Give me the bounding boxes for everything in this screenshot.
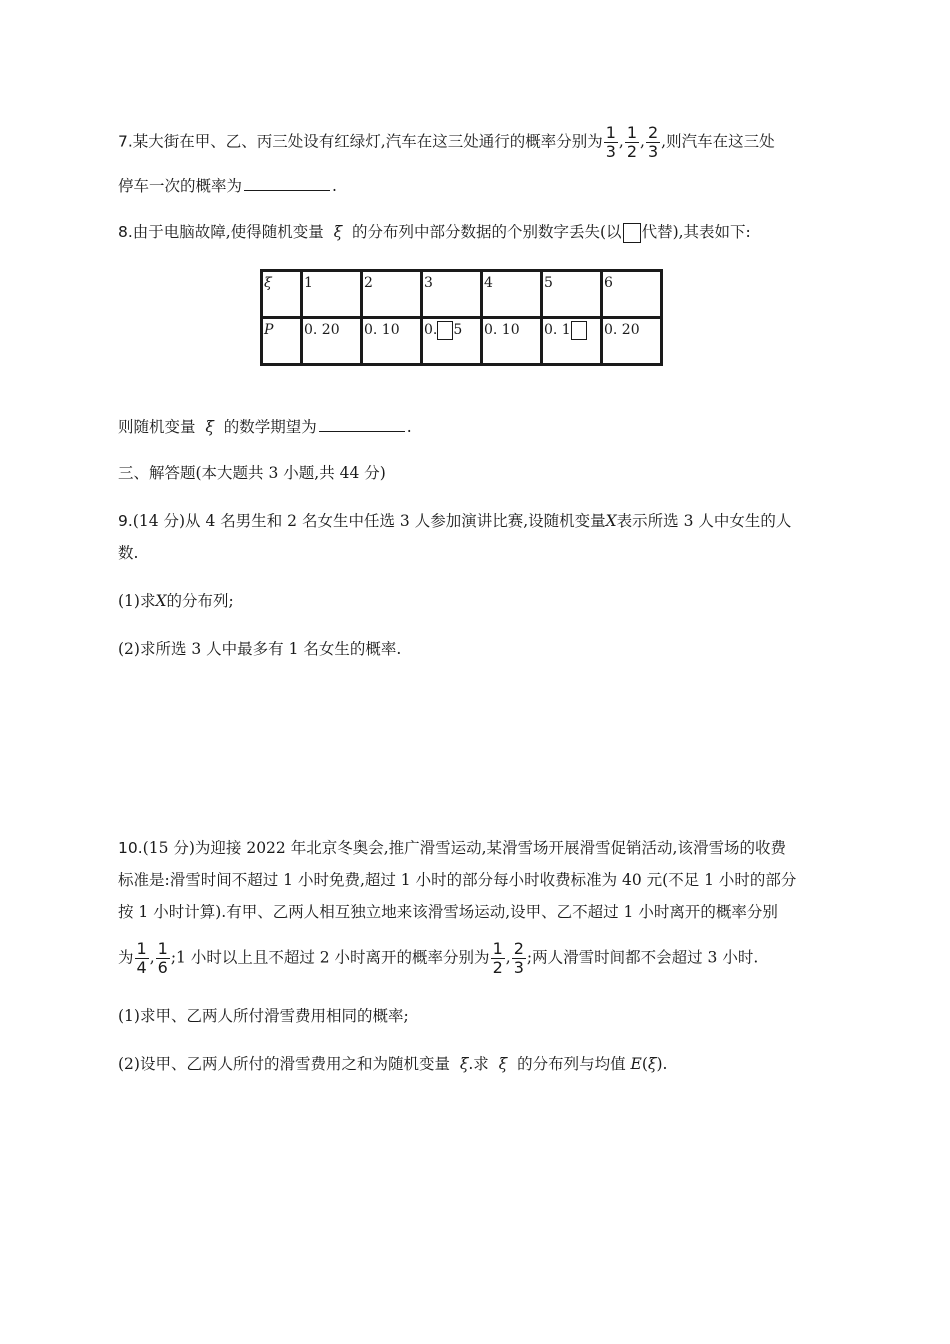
table-header-cell: 4 [482, 271, 542, 318]
table-header-var: ξ [262, 271, 302, 318]
table-header-cell: 3 [422, 271, 482, 318]
q7-line1: 7.某大街在甲、乙、丙三处设有红绿灯,汽车在这三处通行的概率分别为 $\frac{1}{3}$ , $\frac{1}{2}$ , $\frac{2}{3}$ ,则汽车在这三处 [118, 123, 775, 161]
q7-line2-text: 停车一次的概率为 [118, 177, 243, 195]
missing-digit-box [571, 321, 587, 340]
q9-line1: 9.(14 分)从 4 名男生和 2 名女生中任选 3 人参加演讲比赛,设随机变量X表示所选 3 人中女生的人 [118, 512, 792, 530]
q10-frac-1: $\frac{1}{4}$ [136, 939, 147, 977]
section-heading: 三、解答题(本大题共 3 小题,共 44 分) [118, 464, 386, 482]
q10-part2: (2)设甲、乙两人所付的滑雪费用之和为随机变量 ξ.求 ξ 的分布列与均值 E(ξ). [118, 1055, 668, 1073]
distribution-table [260, 269, 663, 366]
q8-line1: 8.由于电脑故障,使得随机变量 ξ 的分布列中部分数据的个别数字丢失(以 代替),其表如下: [118, 223, 751, 241]
table-row [262, 271, 662, 318]
missing-digit-box [437, 321, 453, 340]
table-header-cell: 5 [542, 271, 602, 318]
q7-line2: 停车一次的概率为 . [118, 172, 337, 198]
q8-after-line: 则随机变量 ξ 的数学期望为 . [118, 413, 412, 439]
q9-part2: (2)求所选 3 人中最多有 1 名女生的概率. [118, 640, 402, 658]
table-header-cell: 2 [362, 271, 422, 318]
table-row-label: P [262, 318, 302, 365]
q9-number: 9. [118, 512, 133, 530]
q7-text-a: 某大街在甲、乙、丙三处设有红绿灯,汽车在这三处通行的概率分别为 [132, 132, 603, 151]
q7-frac-2: $\frac{1}{2}$ [626, 123, 638, 161]
q10-part1: (1)求甲、乙两人所付滑雪费用相同的概率; [118, 1007, 409, 1025]
q10-line4: 为 $\frac{1}{4}$ , $\frac{1}{6}$ ;1 小时以上且不超过 2 小时离开的概率分别为 $\frac{1}{2}$ , $\frac{2}{3}$ ;两人滑雪时间都不会超过 3 小时. [118, 939, 759, 977]
q10-line3: 按 1 小时计算).有甲、乙两人相互独立地来该滑雪场运动,设甲、乙不超过 1 小时离开的概率分别 [118, 903, 778, 921]
q10-frac-2: $\frac{1}{6}$ [157, 939, 168, 977]
q8-number: 8. [118, 223, 133, 241]
table-header-cell: 1 [302, 271, 362, 318]
table-cell: 0. 20 [302, 318, 362, 365]
q10-frac-3: $\frac{1}{2}$ [492, 939, 503, 977]
table-cell: 0. 10 [482, 318, 542, 365]
table-cell: 0. 10 [362, 318, 422, 365]
table-header-cell: 6 [602, 271, 662, 318]
q8-var: ξ [333, 223, 343, 241]
q7-answer-blank[interactable] [244, 172, 330, 191]
q8-answer-blank[interactable] [319, 413, 405, 432]
table-cell: 0. 20 [602, 318, 662, 365]
q7-text-b: ,则汽车在这三处 [661, 132, 775, 151]
table-cell: 0. 1 [542, 318, 602, 365]
q7-frac-1: $\frac{1}{3}$ [605, 123, 616, 161]
missing-digit-box [623, 223, 641, 243]
q10-line1: 10.(15 分)为迎接 2022 年北京冬奥会,推广滑雪运动,某滑雪场开展滑雪促销活动,该滑雪场的收费 [118, 839, 786, 857]
q9-part1: (1)求X的分布列; [118, 592, 234, 610]
table-cell: 0. 5 [422, 318, 482, 365]
table-row [262, 318, 662, 365]
q7-frac-3: $\frac{2}{3}$ [647, 123, 659, 161]
q9-line2: 数. [118, 544, 139, 562]
q10-number: 10. [118, 839, 143, 857]
q10-line2: 标准是:滑雪时间不超过 1 小时免费,超过 1 小时的部分每小时收费标准为 40 元(不足 1 小时的部分 [118, 871, 797, 889]
q7-number: 7. [118, 132, 133, 151]
q10-frac-4: $\frac{2}{3}$ [513, 939, 524, 977]
